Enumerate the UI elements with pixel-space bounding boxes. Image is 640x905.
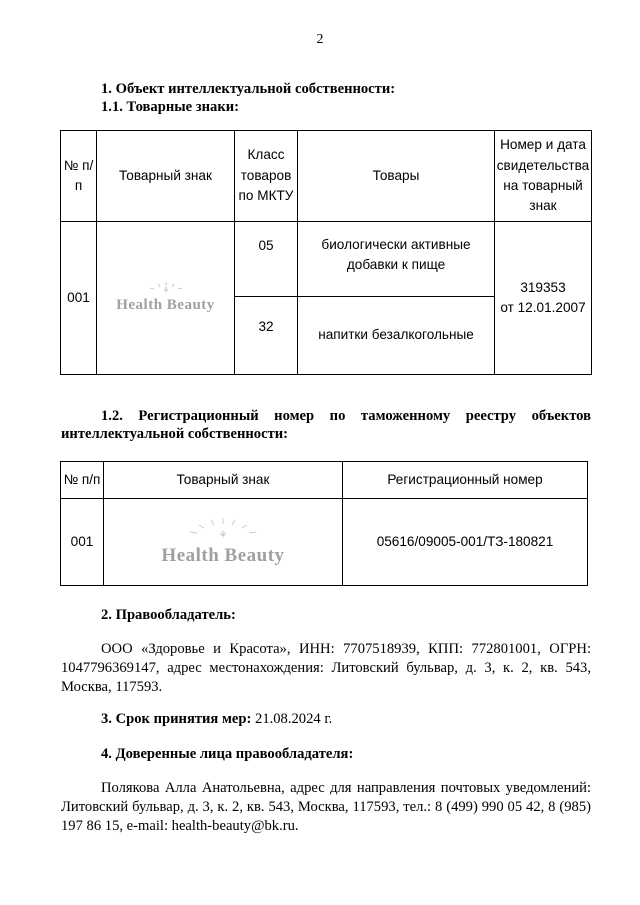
section-1-heading: 1. Объект интеллектуальной собственности: [101,81,396,97]
goods-2: напитки безалкогольные [298,297,495,375]
cert-number: 319353 [520,279,566,295]
logo-text: Health Beauty [161,544,285,566]
reg-number: 05616/09005-001/ТЗ-180821 [343,499,588,586]
header-cert: Номер и дата свидетельства на товарный знак [495,131,592,222]
trademark-logo-cell [97,222,235,375]
svg-text:⚘: ⚘ [218,529,228,541]
customs-registry-table [60,461,588,586]
trademarks-table [60,130,592,375]
table-header-row [61,462,588,499]
trademark-logo-cell [104,499,343,586]
section-1-1-heading: 1.1. Товарные знаки: [101,99,240,115]
table-row [61,499,588,586]
section-3-heading: 3. Срок принятия мер: [101,711,252,727]
header-mark: Товарный знак [104,462,343,499]
section-2-heading: 2. Правообладатель: [101,607,236,623]
sun-rays-icon [178,514,268,542]
sun-rays-icon [136,280,196,294]
section-2-text: ООО «Здоровье и Красота», ИНН: 7707518939, КПП: 772801001, ОГРН: 1047796369147, адрес местонахождения: Литовский бульвар, д. 3, к. 2, кв. 543, Москва, 117593. [61,641,591,695]
health-beauty-logo [104,514,342,571]
class-05: 05 [235,222,298,297]
goods-1: биологически активные добавки к пище [298,222,495,297]
section-3 [101,710,332,729]
cert-date: от 12.01.2007 [500,300,586,315]
row-num: 001 [61,499,104,586]
logo-text: Health Beauty [116,296,215,313]
section-4-text: Полякова Алла Анатольевна, адрес для направления почтовых уведомлений: Литовский бульвар, д. 3, к. 2, кв. 543, Москва, 117593, тел.: 8 (499) 990 05 42, 8 (985) 197 86 15, e-mail: health-beauty@bk.ru. [61,780,591,834]
section-1-2-heading-line1: 1.2. Регистрационный номер по таможенному реестру объектов [101,408,591,424]
table-row [61,222,592,297]
header-mark: Товарный знак [97,131,235,222]
header-reg: Регистрационный номер [343,462,588,499]
header-num: № п/п [61,131,97,222]
svg-text:⚘: ⚘ [161,285,170,294]
section-4-heading: 4. Доверенные лица правообладателя: [101,746,354,762]
cert-cell [495,222,592,375]
header-goods: Товары [298,131,495,222]
health-beauty-logo [97,280,234,317]
page-number: 2 [316,32,324,47]
section-1-2-heading-line2: интеллектуальной собственности: [61,426,289,442]
header-num: № п/п [61,462,104,499]
class-32: 32 [235,297,298,375]
row-num: 001 [61,222,97,375]
section-3-value: 21.08.2024 г. [255,711,333,727]
table-header-row [61,131,592,222]
header-class: Класс товаров по МКТУ [235,131,298,222]
